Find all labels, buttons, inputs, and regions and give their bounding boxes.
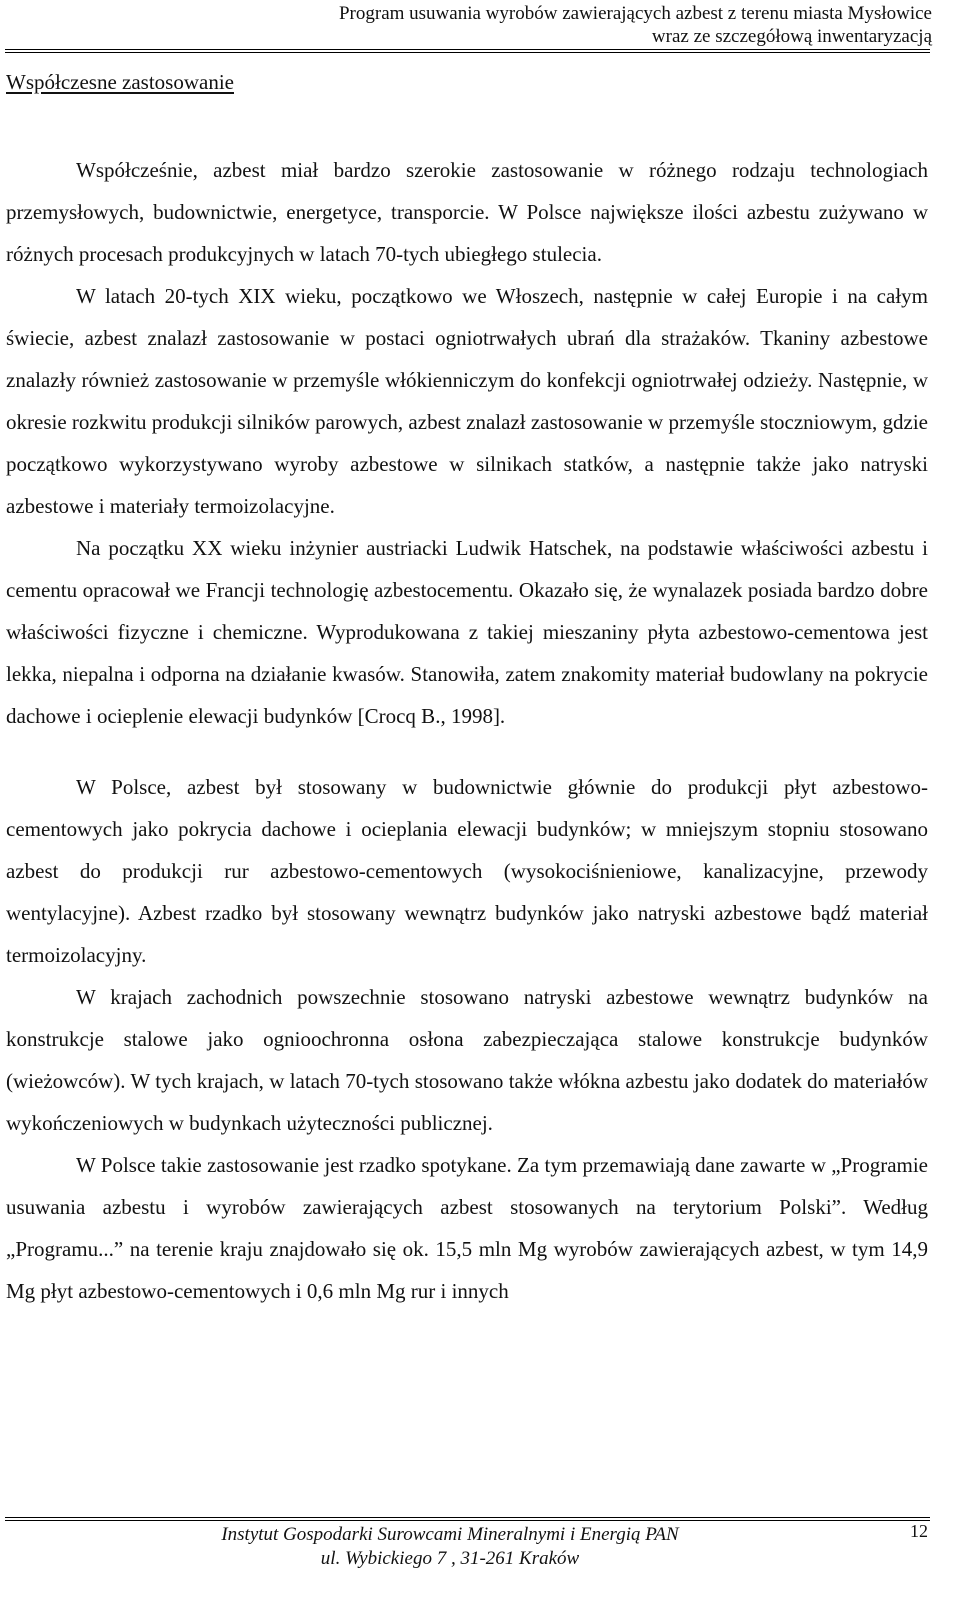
page-header [339, 2, 932, 48]
header-line-1: Program usuwania wyrobów zawierających azbest z terenu miasta Mysłowice [338, 3, 932, 24]
page-number: 12 [910, 1521, 928, 1541]
paragraph-3: Na początku XX wieku inżynier austriacki Ludwik Hatschek, na podstawie właściwości azbestu i cementu opracował we Francji technologię azbestocementu. Okazało się, że wynalazek posiada bardzo dobre właściwości fizyczne i chemiczne. Wyprodukowana z takiej mieszaniny płyta azbestowo-cementowa jest lekka, niepalna i odporna na działanie kwasów. Stanowiła, zatem znakomity materiał budowlany na pokrycie dachowe i ocieplenie elewacji budynków [Crocq B., 1998]. [6, 536, 928, 728]
section-title: Współczesne zastosowanie [6, 70, 234, 94]
paragraph-2: W latach 20-tych XIX wieku, początkowo we Włoszech, następnie w całej Europie i na całym świecie, azbest znalazł zastosowanie w postaci ogniotrwałych ubrań dla strażaków. Tkaniny azbestowe znalazły również zastosowanie w przemyśle włókienniczym do konfekcji ogniotrwałej odzieży. Następnie, w okresie rozkwitu produkcji silników parowych, azbest znalazł zastosowanie w przemyśle stoczniowym, gdzie początkowo wykorzystywano wyroby azbestowe w silnikach statków, a następnie także jako natryski azbestowe i materiały termoizolacyjne. [6, 284, 928, 518]
footer-line-2: ul. Wybickiego 7 , 31-261 Kraków [320, 1548, 580, 1569]
header-line-2: wraz ze szczegółową inwentaryzacją [651, 26, 932, 47]
footer-divider [5, 1517, 930, 1518]
paragraph-5: W krajach zachodnich powszechnie stosowano natryski azbestowe wewnątrz budynków na konstrukcje stalowe jako ognioochronna osłona zabezpieczająca stalowe konstrukcje budynków (wieżowców). W tych krajach, w latach 70-tych stosowano także włókna azbestu jako dodatek do materiałów wykończeniowych w budynkach użyteczności publicznej. [6, 985, 928, 1135]
header-divider [5, 49, 930, 50]
body-text [6, 149, 928, 1312]
paragraph-6: W Polsce takie zastosowanie jest rzadko spotykane. Za tym przemawiają dane zawarte w „Programie usuwania azbestu i wyrobów zawierających azbest stosowanych na terytorium Polski”. Według „Programu...” na terenie kraju znajdowało się ok. 15,5 mln Mg wyrobów zawierających azbest, w tym 14,9 Mg płyt azbestowo-cementowych i 0,6 mln Mg rur i innych [6, 1153, 928, 1303]
page-footer [0, 1523, 900, 1571]
paragraph-1: Współcześnie, azbest miał bardzo szerokie zastosowanie w różnego rodzaju technologiach przemysłowych, budownictwie, energetyce, transporcie. W Polsce największe ilości azbestu zużywano w różnych procesach produkcyjnych w latach 70-tych ubiegłego stulecia. [6, 158, 928, 266]
paragraph-4: W Polsce, azbest był stosowany w budownictwie głównie do produkcji płyt azbestowo-cementowych jako pokrycia dachowe i ocieplania elewacji budynków; w mniejszym stopniu stosowano azbest do produkcji rur azbestowo-cementowych (wysokociśnieniowe, kanalizacyjne, przewody wentylacyjne). Azbest rzadko był stosowany wewnątrz budynków jako natryski azbestowe bądź materiał termoizolacyjny. [6, 775, 928, 967]
footer-line-1: Instytut Gospodarki Surowcami Mineralnymi i Energią PAN [221, 1524, 679, 1545]
footer-divider-secondary [5, 1520, 930, 1521]
header-divider-secondary [5, 52, 930, 53]
